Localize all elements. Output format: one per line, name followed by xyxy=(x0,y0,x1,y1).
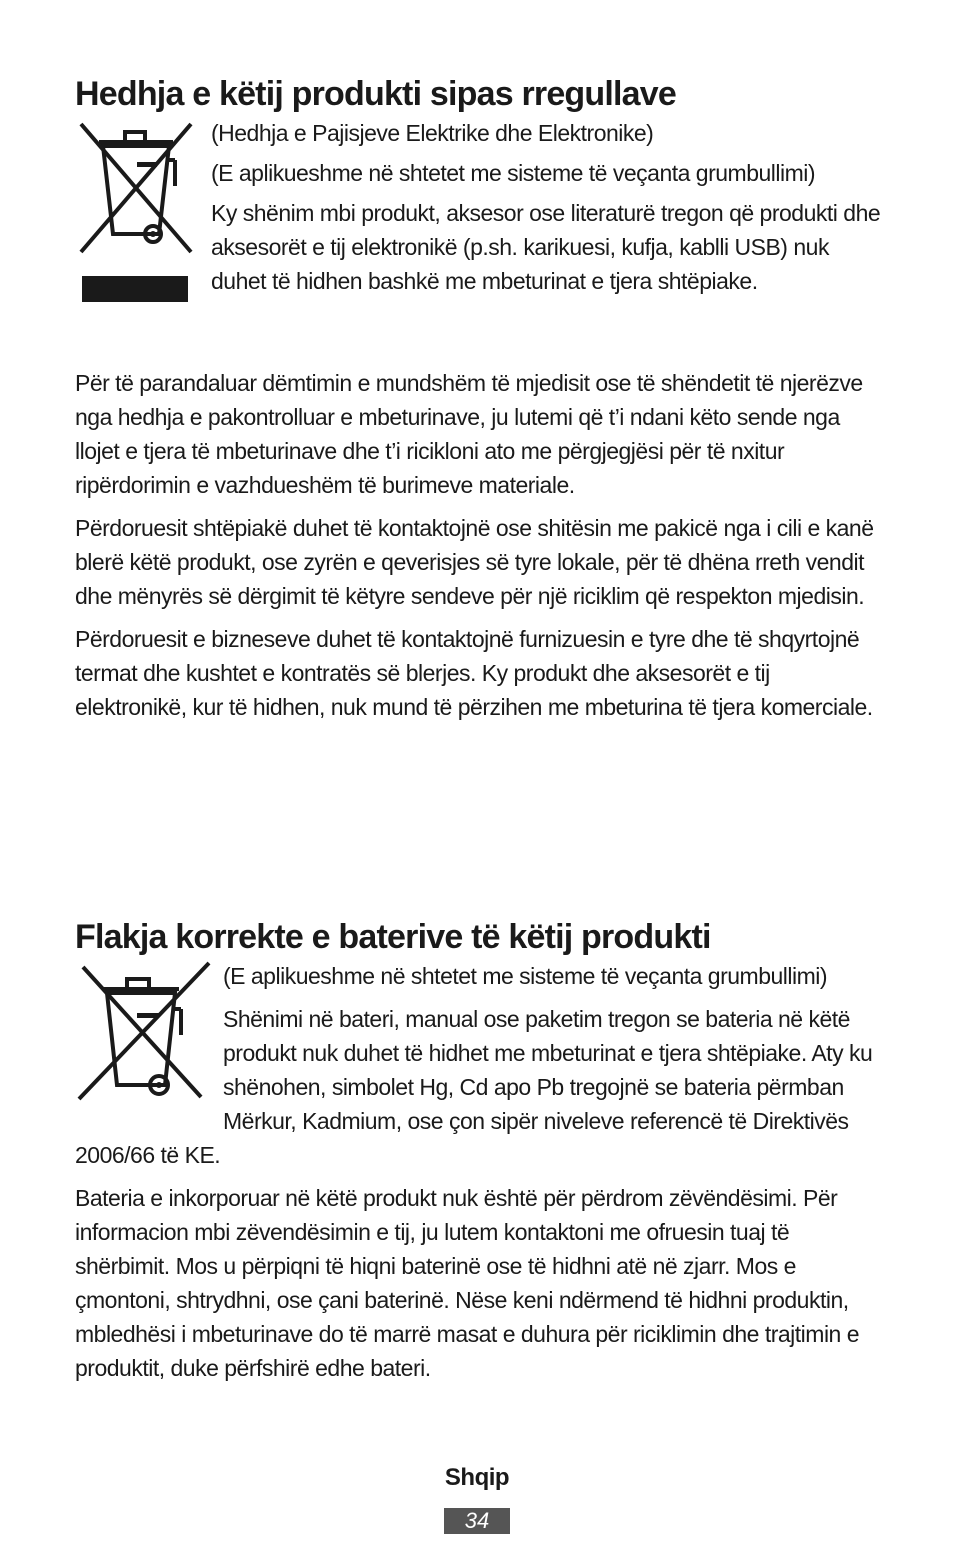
crossed-out-wheelie-bin-icon xyxy=(75,116,211,366)
weee-paragraph-5: Përdoruesit shtëpiakë duhet të kontaktojnë ose shitësin me pakicë nga i cili e kanë blerë këtë produkt, ose zyrën e qeverisjes së tyre lokale, për të dhëna rreth vendit dhe mënyrës së dërgimit të këtyre sendeve për një riciklim që respekton mjedisin. xyxy=(75,515,874,609)
battery-paragraph-1: (E aplikueshme në shtetet me sisteme të veçanta grumbullimi) xyxy=(223,963,828,989)
section-heading-weee: Hedhja e këtij produkti sipas rregullave xyxy=(75,75,676,113)
weee-paragraph-4: Për të parandaluar dëmtimin e mundshëm të mjedisit ose të shëndetit të njerëzve nga hedhja e pakontrolluar e mbeturinave, ju lutemi që t’i ndani këto sende nga llojet e tjera të mbeturinave dhe t’i ricikloni ato me përgjegjësi për të nxitur ripërdorimin e vazhdueshëm të burimeve materiale. xyxy=(75,370,863,498)
crossed-out-battery-bin-icon xyxy=(75,959,223,1127)
weee-paragraph-6: Përdoruesit e bizneseve duhet të kontaktojnë furnizuesin e tyre dhe të shqyrtojnë termat dhe kushtet e kontratës së blerjes. Ky produkt dhe aksesorët e tij elektronikë, kur të hidhen, nuk mund të përzihen me mbeturina të tjera komerciale. xyxy=(75,626,873,720)
battery-paragraph-3: Bateria e inkorporuar në këtë produkt nuk është për përdrom zëvëndësimi. Për informacion mbi zëvendësimin e tij, ju lutem kontaktoni me ofruesin tuaj të shërbimit. Mos u përpiqni të hiqni baterinë ose të hidhni atë në zjarr. Mos e çmontoni, shtrydhni, ose çani baterinë. Nëse keni ndërmend të hidhni produktin, mbledhësi i mbeturinave do të marrë masat e duhura për riciklimin dhe trajtimin e produktit, duke përfshirë edhe bateri. xyxy=(75,1185,860,1381)
section-weee xyxy=(75,72,885,733)
weee-paragraph-3: Ky shënim mbi produkt, aksesor ose literaturë tregon që produkti dhe aksesorët e tij elektronikë (p.sh. karikuesi, kufja, kablli USB) nuk duhet të hidhen bashkë me mbeturinat e tjera shtëpiake. xyxy=(211,200,881,294)
page-number: 34 xyxy=(444,1508,510,1534)
section-heading-battery: Flakja korrekte e baterive të këtij produkti xyxy=(75,918,711,956)
weee-paragraph-2: (E aplikueshme në shtetet me sisteme të veçanta grumbullimi) xyxy=(211,160,816,186)
weee-paragraph-1: (Hedhja e Pajisjeve Elektrike dhe Elektronike) xyxy=(211,120,654,146)
footer-language: Shqip xyxy=(444,1464,510,1491)
section-battery xyxy=(75,915,885,1394)
battery-paragraph-2: Shënimi në bateri, manual ose paketim tregon se bateria në këtë produkt nuk duhet të hidhet me mbeturinat e tjera shtëpiake. Aty ku shënohen, simbolet Hg, Cd apo Pb tregojnë se bateria përmban Mërkur, Kadmium, ose çon sipër niveleve referencë të Direktivës 2006/66 të KE. xyxy=(75,1006,873,1168)
